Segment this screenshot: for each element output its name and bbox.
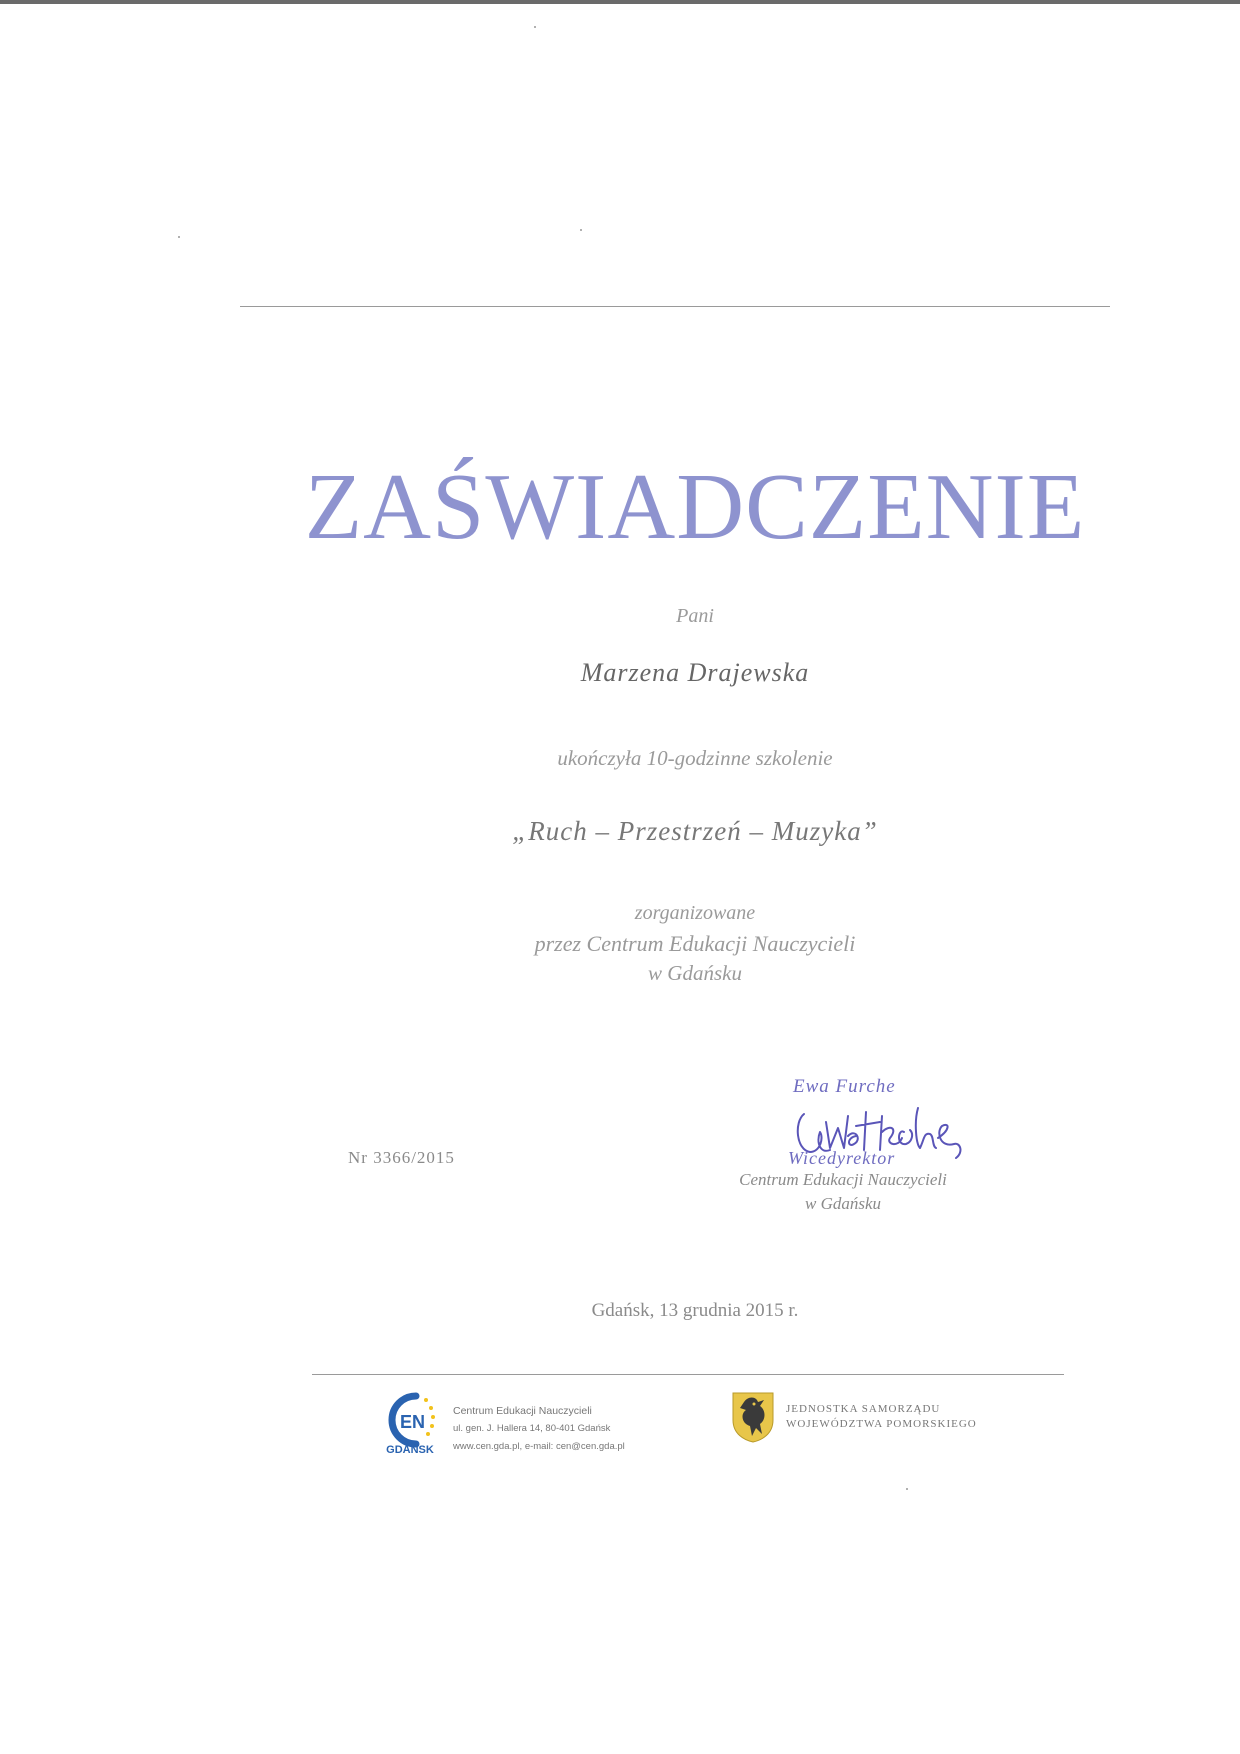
cen-logo-icon [382, 1390, 438, 1452]
region-authority-text [786, 1402, 977, 1432]
svg-text:EN: EN [400, 1412, 426, 1432]
footer-divider [312, 1374, 1064, 1375]
region-line-2: WOJEWÓDZTWA POMORSKIEGO [786, 1418, 977, 1430]
salutation: Pani [676, 605, 714, 627]
cen-logo-label: GDAŃSK [386, 1444, 434, 1456]
certificate-number: Nr 3366/2015 [348, 1148, 455, 1167]
signatory-org-line-1: Centrum Edukacji Nauczycieli [739, 1170, 947, 1189]
scan-speck [906, 1488, 908, 1490]
scan-speck [534, 26, 536, 28]
certificate-title: ZAŚWIADCZENIE [304, 455, 1086, 559]
scan-speck [178, 236, 180, 238]
top-divider [240, 306, 1110, 307]
cen-contact-block [453, 1402, 625, 1456]
signatory-name-stamp: Ewa Furche [793, 1076, 896, 1097]
organized-line-2: przez Centrum Edukacji Nauczycieli [534, 931, 856, 956]
signatory-role: Wicedyrektor [788, 1148, 896, 1168]
completion-text: ukończyła 10-godzinne szkolenie [557, 746, 833, 770]
cen-address: ul. gen. J. Hallera 14, 80-401 Gdańsk [453, 1423, 611, 1434]
scan-speck [580, 229, 582, 231]
cen-name: Centrum Edukacji Nauczycieli [453, 1405, 592, 1417]
cen-website-email: www.cen.gda.pl, e-mail: cen@cen.gda.pl [453, 1441, 625, 1452]
training-title: „Ruch – Przestrzeń – Muzyka” [512, 816, 878, 846]
recipient-name: Marzena Drajewska [580, 658, 810, 687]
signatory-org-line-2: w Gdańsku [804, 1194, 882, 1213]
griffin-crest-icon [730, 1390, 776, 1444]
organized-line-1: zorganizowane [634, 902, 756, 924]
scan-edge-line [0, 0, 1240, 4]
place-and-date: Gdańsk, 13 grudnia 2015 r. [591, 1300, 799, 1321]
region-line-1: JEDNOSTKA SAMORZĄDU [786, 1403, 941, 1415]
organized-line-3: w Gdańsku [648, 961, 742, 985]
